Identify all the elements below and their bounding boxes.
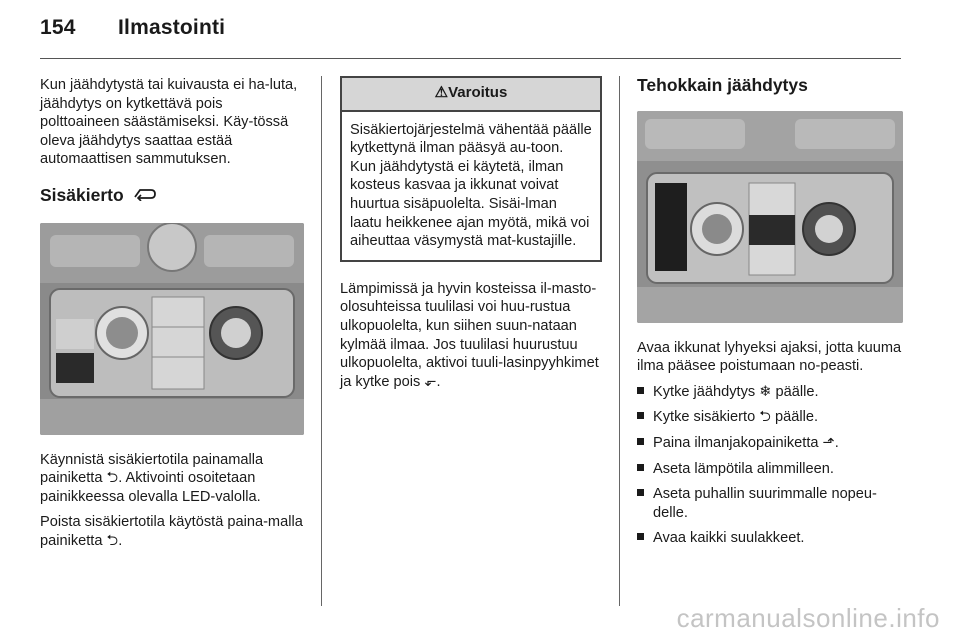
bullet-icon	[637, 533, 644, 540]
paragraph-windshield: Lämpimissä ja hyvin kosteissa il-masto-olosuhteissa tuulilasi voi huu-rustua ulkopuolelta, kun siihen suun-nataan kylmää ilmaa. Jos tuulilasi huurustuu ulkopuolelta, aktivoi tuuli-lasinpyyhkimet ja kytke pois ⬐.	[340, 280, 599, 390]
list-item	[637, 485, 905, 522]
paragraph-open-windows: Avaa ikkunat lyhyeksi ajaksi, jotta kuuma ilma pääsee poistumaan no-peasti.	[637, 339, 902, 375]
list-item-text: Aseta lämpötila alimmilleen.	[653, 460, 834, 477]
column-divider-1	[321, 76, 322, 606]
list-item	[637, 383, 905, 402]
list-item-text: Kytke sisäkierto ⮌ päälle.	[653, 409, 818, 426]
list-item	[637, 434, 905, 453]
list-item	[637, 408, 905, 427]
heading-text: Sisäkierto	[40, 184, 124, 205]
section-heading-max-cooling: Tehokkain jäähdytys	[637, 75, 808, 95]
paragraph-activate: Käynnistä sisäkiertotila painamalla painiketta ⮌. Aktivointi osoitetaan painikkeessa olevalla LED-valolla.	[40, 451, 264, 505]
warning-header	[342, 78, 600, 112]
warning-box	[340, 76, 602, 262]
list-item-text: Paina ilmanjakopainiketta ⬏.	[653, 434, 839, 451]
warning-title: Varoitus	[448, 84, 508, 101]
warning-triangle-icon: ⚠	[434, 84, 449, 101]
column-divider-2	[619, 76, 620, 606]
list-item-text: Aseta puhallin suurimmalle nopeu-delle.	[653, 486, 877, 521]
page-title: Ilmastointi	[118, 16, 226, 39]
watermark: carmanualsonline.info	[676, 603, 940, 633]
page-header	[40, 16, 225, 40]
control-panel-photo-cooling	[637, 111, 903, 323]
section-heading-recirculation	[40, 186, 306, 207]
intro-paragraph: Kun jäähdytystä tai kuivausta ei ha-luta, jäähdytys on kytkettävä pois polttoaineen säästämiseksi. Käy-tössä oleva jäähdytys saattaa estää automaattisen sammutuksen.	[40, 77, 298, 168]
list-item-text: Kytke jäähdytys ❄ päälle.	[653, 383, 819, 400]
list-item	[637, 460, 905, 479]
bullet-icon	[637, 387, 644, 394]
warning-text: Sisäkiertojärjestelmä vähentää päälle kytkettynä ilman pääsyä au-toon. Kun jäähdytystä ei käytetä, ilman kosteus kasvaa ja ikkunat voivat huurtua sisäpuolelta. Sisäi-lman laatu heikkenee ajan myötä, mikä voi aiheuttaa väsymystä mat-kustajille.	[350, 121, 592, 250]
column-3	[637, 76, 905, 555]
list-item	[637, 529, 905, 548]
bullet-icon	[637, 412, 644, 419]
control-panel-photo-recirculation	[40, 223, 304, 435]
page-number: 154	[40, 16, 76, 39]
recirculation-icon	[132, 188, 158, 205]
paragraph-deactivate: Poista sisäkiertotila käytöstä paina-malla painiketta ⮌.	[40, 514, 303, 549]
column-2	[340, 76, 602, 398]
bullet-icon	[637, 489, 644, 496]
column-1	[40, 76, 306, 558]
list-item-text: Avaa kaikki suulakkeet.	[653, 530, 805, 547]
bullet-icon	[637, 464, 644, 471]
bullet-icon	[637, 438, 644, 445]
header-rule	[40, 58, 901, 59]
